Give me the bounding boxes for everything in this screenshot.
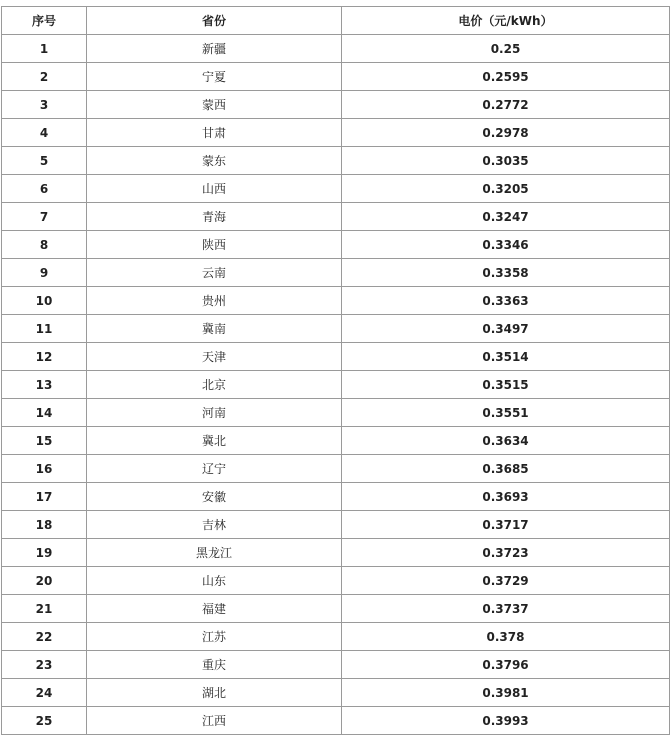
row-province: 福建 (87, 595, 342, 623)
row-index: 3 (2, 91, 87, 119)
row-index: 18 (2, 511, 87, 539)
row-index: 25 (2, 707, 87, 735)
row-province: 辽宁 (87, 455, 342, 483)
row-price: 0.3205 (342, 175, 670, 203)
row-province: 宁夏 (87, 63, 342, 91)
row-index: 1 (2, 35, 87, 63)
table-row (2, 595, 670, 623)
row-price: 0.3515 (342, 371, 670, 399)
row-index: 13 (2, 371, 87, 399)
row-province: 天津 (87, 343, 342, 371)
row-price: 0.3035 (342, 147, 670, 175)
row-index: 2 (2, 63, 87, 91)
row-province: 新疆 (87, 35, 342, 63)
row-province: 吉林 (87, 511, 342, 539)
row-price: 0.3729 (342, 567, 670, 595)
row-index: 22 (2, 623, 87, 651)
row-index: 17 (2, 483, 87, 511)
row-price: 0.3634 (342, 427, 670, 455)
table-header-row (2, 7, 670, 35)
row-index: 7 (2, 203, 87, 231)
row-price: 0.2595 (342, 63, 670, 91)
row-price: 0.3363 (342, 287, 670, 315)
row-price: 0.3551 (342, 399, 670, 427)
electricity-price-table (1, 6, 670, 735)
row-price: 0.2978 (342, 119, 670, 147)
row-price: 0.3346 (342, 231, 670, 259)
row-index: 23 (2, 651, 87, 679)
table-row (2, 147, 670, 175)
row-province: 重庆 (87, 651, 342, 679)
table-row (2, 287, 670, 315)
row-index: 12 (2, 343, 87, 371)
row-price: 0.3993 (342, 707, 670, 735)
header-price: 电价（元/kWh） (342, 7, 670, 35)
table-row (2, 35, 670, 63)
row-price: 0.2772 (342, 91, 670, 119)
header-province: 省份 (87, 7, 342, 35)
table-row (2, 343, 670, 371)
row-province: 安徽 (87, 483, 342, 511)
row-index: 21 (2, 595, 87, 623)
row-province: 冀南 (87, 315, 342, 343)
row-province: 冀北 (87, 427, 342, 455)
table-row (2, 427, 670, 455)
table-row (2, 539, 670, 567)
row-province: 江西 (87, 707, 342, 735)
row-index: 8 (2, 231, 87, 259)
table-row (2, 483, 670, 511)
header-index: 序号 (2, 7, 87, 35)
row-price: 0.3685 (342, 455, 670, 483)
row-index: 19 (2, 539, 87, 567)
row-province: 江苏 (87, 623, 342, 651)
row-index: 16 (2, 455, 87, 483)
row-price: 0.3693 (342, 483, 670, 511)
row-index: 5 (2, 147, 87, 175)
row-price: 0.3514 (342, 343, 670, 371)
row-province: 云南 (87, 259, 342, 287)
table-row (2, 91, 670, 119)
row-province: 蒙西 (87, 91, 342, 119)
row-index: 6 (2, 175, 87, 203)
row-price: 0.25 (342, 35, 670, 63)
table-row (2, 259, 670, 287)
row-index: 4 (2, 119, 87, 147)
row-province: 贵州 (87, 287, 342, 315)
row-province: 陕西 (87, 231, 342, 259)
row-price: 0.3723 (342, 539, 670, 567)
table-row (2, 707, 670, 735)
table-row (2, 119, 670, 147)
row-price: 0.3247 (342, 203, 670, 231)
row-index: 20 (2, 567, 87, 595)
row-province: 黑龙江 (87, 539, 342, 567)
row-price: 0.378 (342, 623, 670, 651)
row-index: 14 (2, 399, 87, 427)
row-index: 15 (2, 427, 87, 455)
row-province: 甘肃 (87, 119, 342, 147)
row-province: 山东 (87, 567, 342, 595)
row-price: 0.3737 (342, 595, 670, 623)
table-row (2, 623, 670, 651)
row-province: 河南 (87, 399, 342, 427)
table-row (2, 567, 670, 595)
row-province: 青海 (87, 203, 342, 231)
row-index: 11 (2, 315, 87, 343)
table-row (2, 203, 670, 231)
table-row (2, 455, 670, 483)
row-province: 北京 (87, 371, 342, 399)
table-row (2, 679, 670, 707)
table-row (2, 371, 670, 399)
table-row (2, 511, 670, 539)
row-index: 10 (2, 287, 87, 315)
table-row (2, 651, 670, 679)
table-row (2, 63, 670, 91)
row-province: 湖北 (87, 679, 342, 707)
row-price: 0.3796 (342, 651, 670, 679)
table-body (2, 35, 670, 735)
row-province: 蒙东 (87, 147, 342, 175)
row-price: 0.3981 (342, 679, 670, 707)
table-row (2, 315, 670, 343)
row-price: 0.3358 (342, 259, 670, 287)
row-price: 0.3717 (342, 511, 670, 539)
row-province: 山西 (87, 175, 342, 203)
table-row (2, 175, 670, 203)
row-price: 0.3497 (342, 315, 670, 343)
row-index: 9 (2, 259, 87, 287)
table-row (2, 399, 670, 427)
table-row (2, 231, 670, 259)
row-index: 24 (2, 679, 87, 707)
